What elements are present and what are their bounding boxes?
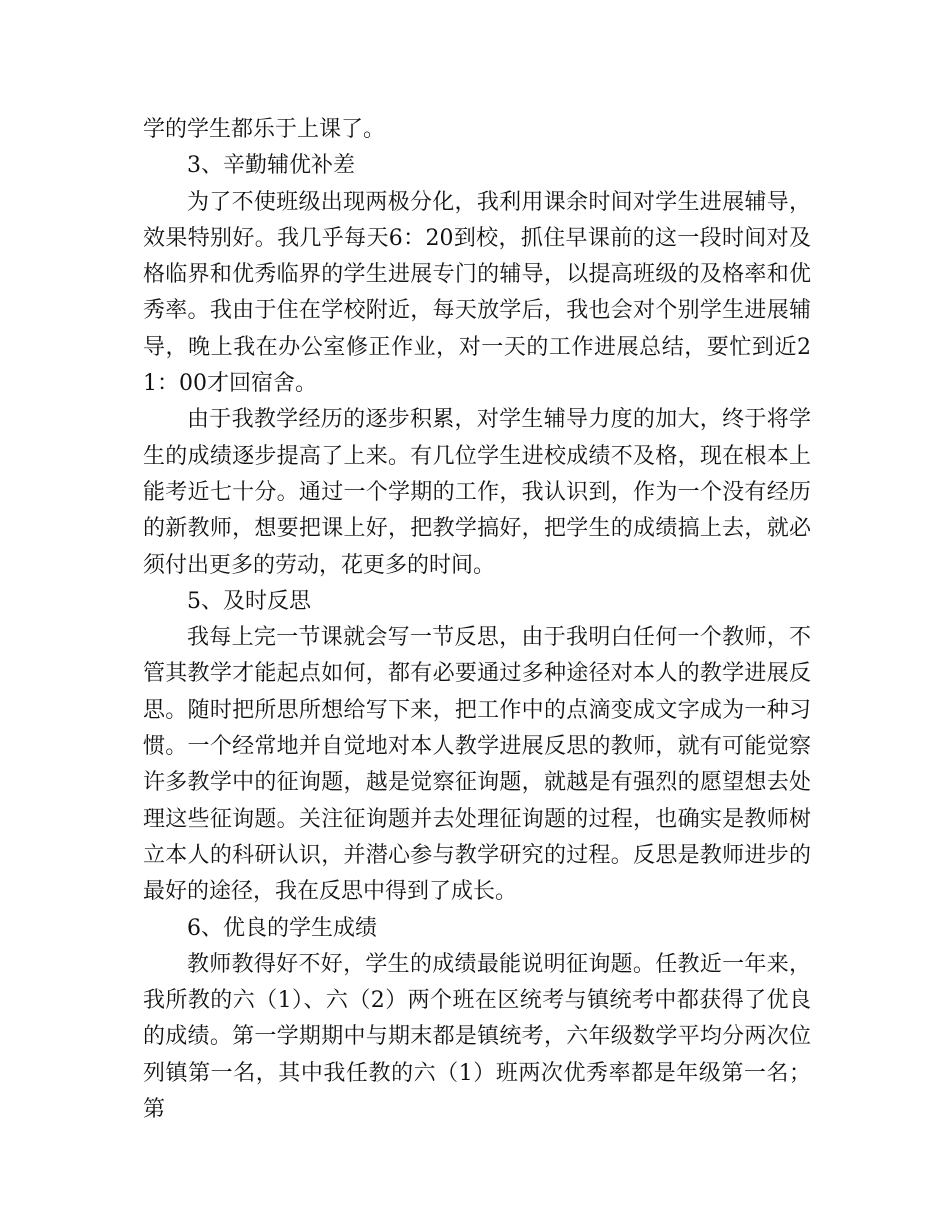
paragraph-tutoring: 为了不使班级出现两极分化，我利用课余时间对学生进展辅导，效果特别好。我几乎每天6：20到校，抓住早课前的这一段时间对及格临界和优秀临界的学生进展专门的辅导，以提高班级的及格率和优秀率。我由于住在学校附近，每天放学后，我也会对个别学生进展辅导，晚上我在办公室修正作业，对一天的工作进展总结，要忙到近21：00才回宿舍。 (143, 189, 811, 397)
section-heading-3: 3、辛勤辅优补差 (187, 153, 355, 179)
paragraph-results-improvement: 由于我教学经历的逐步积累，对学生辅导力度的加大，终于将学生的成绩逐步提高了上来。有几位学生进校成绩不及格，现在根本上能考近七十分。通过一个学期的工作，我认识到，作为一个没有经历的新教师，想要把课上好，把教学搞好，把学生的成绩搞上去，就必须付出更多的劳动，花更多的时间。 (143, 407, 811, 578)
paragraph-student-scores: 教师教得好不好，学生的成绩最能说明征询题。任教近一年来，我所教的六（1）、六（2）两个班在区统考与镇统考中都获得了优良的成绩。第一学期期中与期末都是镇统考，六年级数学平均分两次位列镇第一名，其中我任教的六（1）班两次优秀率都是年级第一名；第 (143, 951, 811, 1123)
paragraph-continuation: 学的学生都乐于上课了。 (143, 117, 386, 142)
section-heading-6: 6、优良的学生成绩 (187, 915, 377, 941)
section-heading-5: 5、及时反思 (187, 588, 311, 614)
paragraph-reflection: 我每上完一节课就会写一节反思，由于我明白任何一个教师，不管其教学才能起点如何，都有必要通过多种途径对本人的教学进展反思。随时把所思所想给写下来，把工作中的点滴变成文字成为一种习惯。一个经常地并自觉地对本人教学进展反思的教师，就有可能觉察许多教学中的征询题，越是觉察征询题，就越是有强烈的愿望想去处理这些征询题。关注征询题并去处理征询题的过程，也确实是教师树立本人的科研认识，并潜心参与教学研究的过程。反思是教师进步的最好的途径，我在反思中得到了成长。 (143, 625, 811, 905)
document-body (143, 112, 811, 1128)
